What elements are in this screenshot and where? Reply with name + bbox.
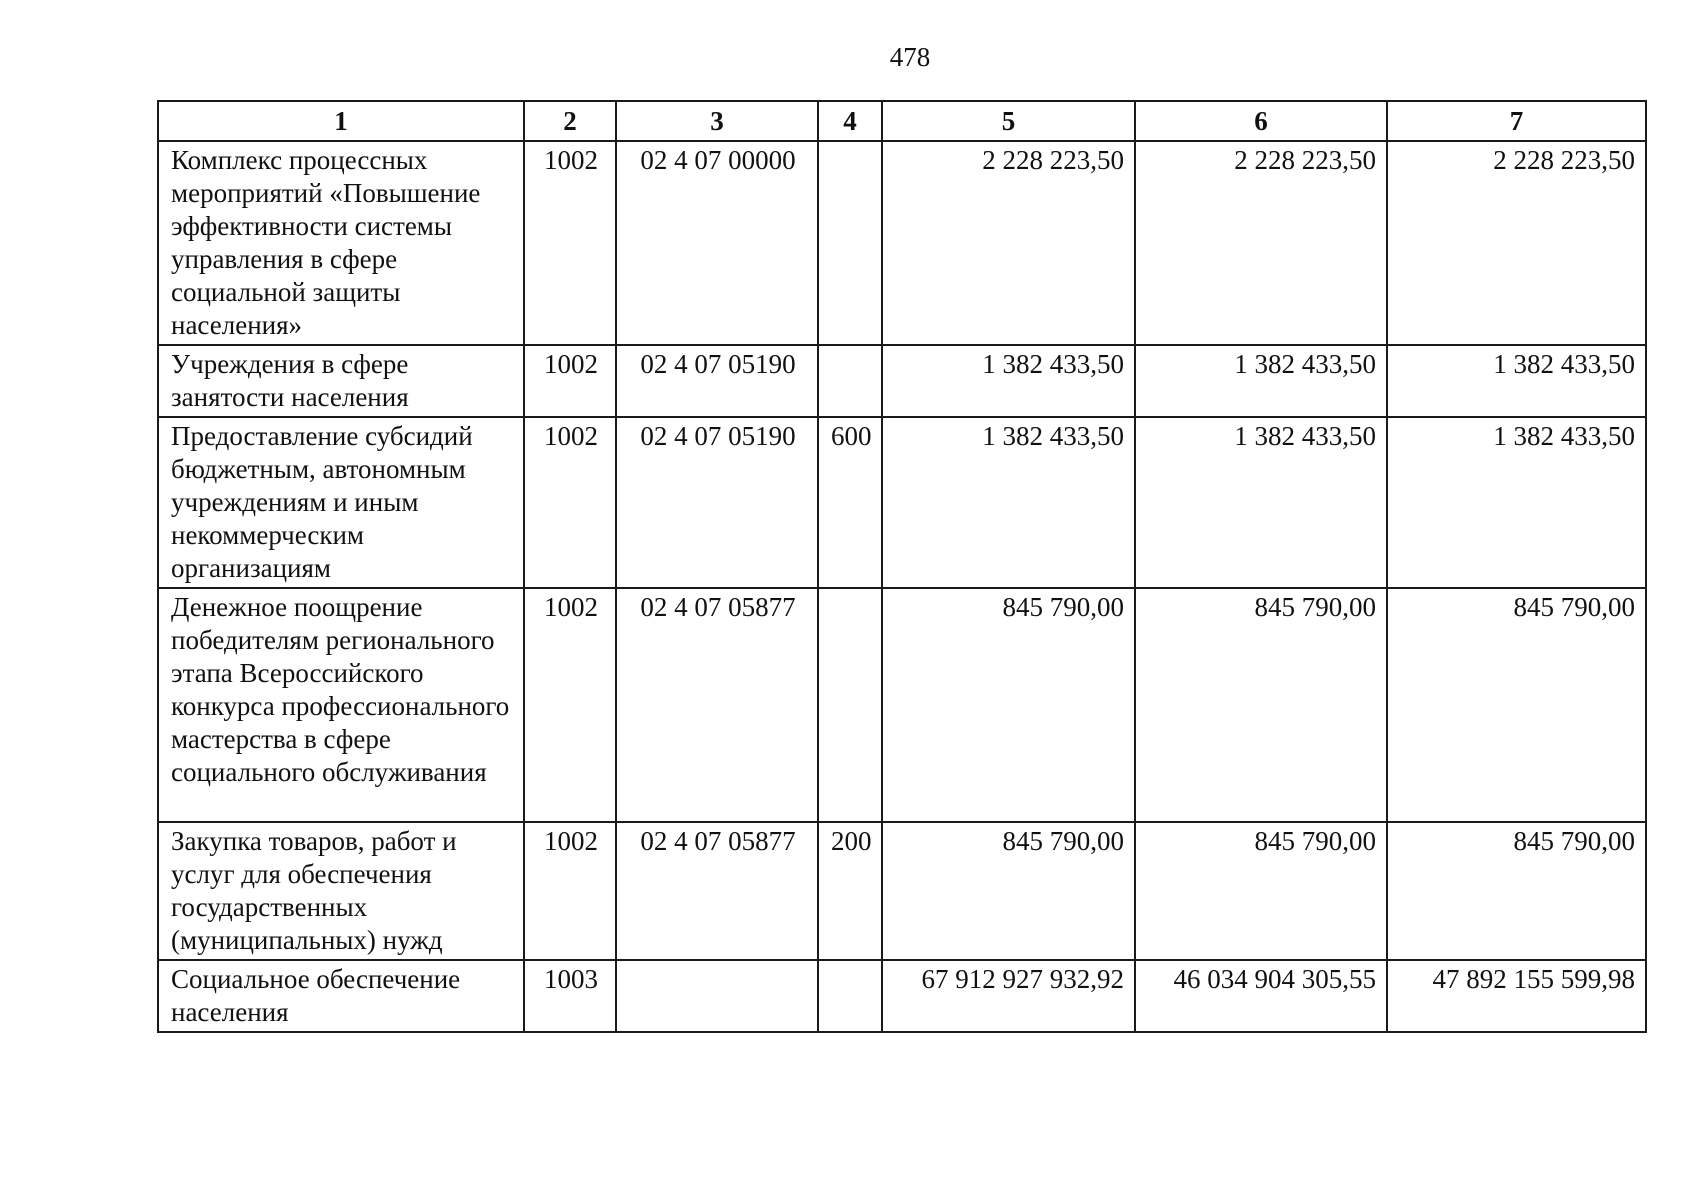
row-target-code: 02 4 07 05190 <box>616 345 818 417</box>
table-row <box>158 417 1646 588</box>
table-row <box>158 588 1646 822</box>
row-value-1: 845 790,00 <box>882 822 1135 960</box>
row-target-code <box>616 960 818 1032</box>
row-value-2: 1 382 433,50 <box>1135 345 1387 417</box>
row-section: 1002 <box>524 417 616 588</box>
row-value-3: 845 790,00 <box>1387 588 1646 822</box>
row-target-code: 02 4 07 05190 <box>616 417 818 588</box>
table-row <box>158 822 1646 960</box>
row-value-1: 67 912 927 932,92 <box>882 960 1135 1032</box>
row-target-code: 02 4 07 05877 <box>616 588 818 822</box>
column-header-2: 2 <box>524 101 616 141</box>
column-header-6: 6 <box>1135 101 1387 141</box>
row-expense-type: 600 <box>818 417 882 588</box>
page-number: 478 <box>889 42 931 72</box>
row-value-2: 2 228 223,50 <box>1135 141 1387 345</box>
row-name: Комплекс процессных мероприятий «Повышение эффективности системы управления в сфере социальной защиты населения» <box>158 141 524 345</box>
row-value-3: 2 228 223,50 <box>1387 141 1646 345</box>
row-value-2: 845 790,00 <box>1135 822 1387 960</box>
row-expense-type <box>818 960 882 1032</box>
row-name: Социальное обеспечение населения <box>158 960 524 1032</box>
row-value-1: 1 382 433,50 <box>882 417 1135 588</box>
row-name: Закупка товаров, работ и услуг для обеспечения государственных (муниципальных) нужд <box>158 822 524 960</box>
row-value-3: 1 382 433,50 <box>1387 345 1646 417</box>
table-row <box>158 960 1646 1032</box>
row-name: Предоставление субсидий бюджетным, автономным учреждениям и иным некоммерческим организациям <box>158 417 524 588</box>
column-header-3: 3 <box>616 101 818 141</box>
row-expense-type <box>818 588 882 822</box>
row-target-code: 02 4 07 00000 <box>616 141 818 345</box>
column-header-1: 1 <box>158 101 524 141</box>
budget-table <box>157 100 1647 1033</box>
row-section: 1002 <box>524 588 616 822</box>
row-name: Денежное поощрение победителям регионального этапа Всероссийского конкурса профессионального мастерства в сфере социального обслуживания <box>158 588 524 822</box>
row-value-3: 1 382 433,50 <box>1387 417 1646 588</box>
row-expense-type <box>818 345 882 417</box>
row-section: 1002 <box>524 141 616 345</box>
row-value-2: 1 382 433,50 <box>1135 417 1387 588</box>
row-value-3: 47 892 155 599,98 <box>1387 960 1646 1032</box>
column-header-7: 7 <box>1387 101 1646 141</box>
row-value-3: 845 790,00 <box>1387 822 1646 960</box>
row-section: 1002 <box>524 345 616 417</box>
row-section: 1003 <box>524 960 616 1032</box>
table-row <box>158 345 1646 417</box>
row-value-2: 845 790,00 <box>1135 588 1387 822</box>
row-name: Учреждения в сфере занятости населения <box>158 345 524 417</box>
row-value-1: 2 228 223,50 <box>882 141 1135 345</box>
column-header-5: 5 <box>882 101 1135 141</box>
row-value-1: 1 382 433,50 <box>882 345 1135 417</box>
row-section: 1002 <box>524 822 616 960</box>
table-header-row <box>158 101 1646 141</box>
table-row <box>158 141 1646 345</box>
row-target-code: 02 4 07 05877 <box>616 822 818 960</box>
row-expense-type: 200 <box>818 822 882 960</box>
row-value-2: 46 034 904 305,55 <box>1135 960 1387 1032</box>
row-expense-type <box>818 141 882 345</box>
column-header-4: 4 <box>818 101 882 141</box>
row-value-1: 845 790,00 <box>882 588 1135 822</box>
